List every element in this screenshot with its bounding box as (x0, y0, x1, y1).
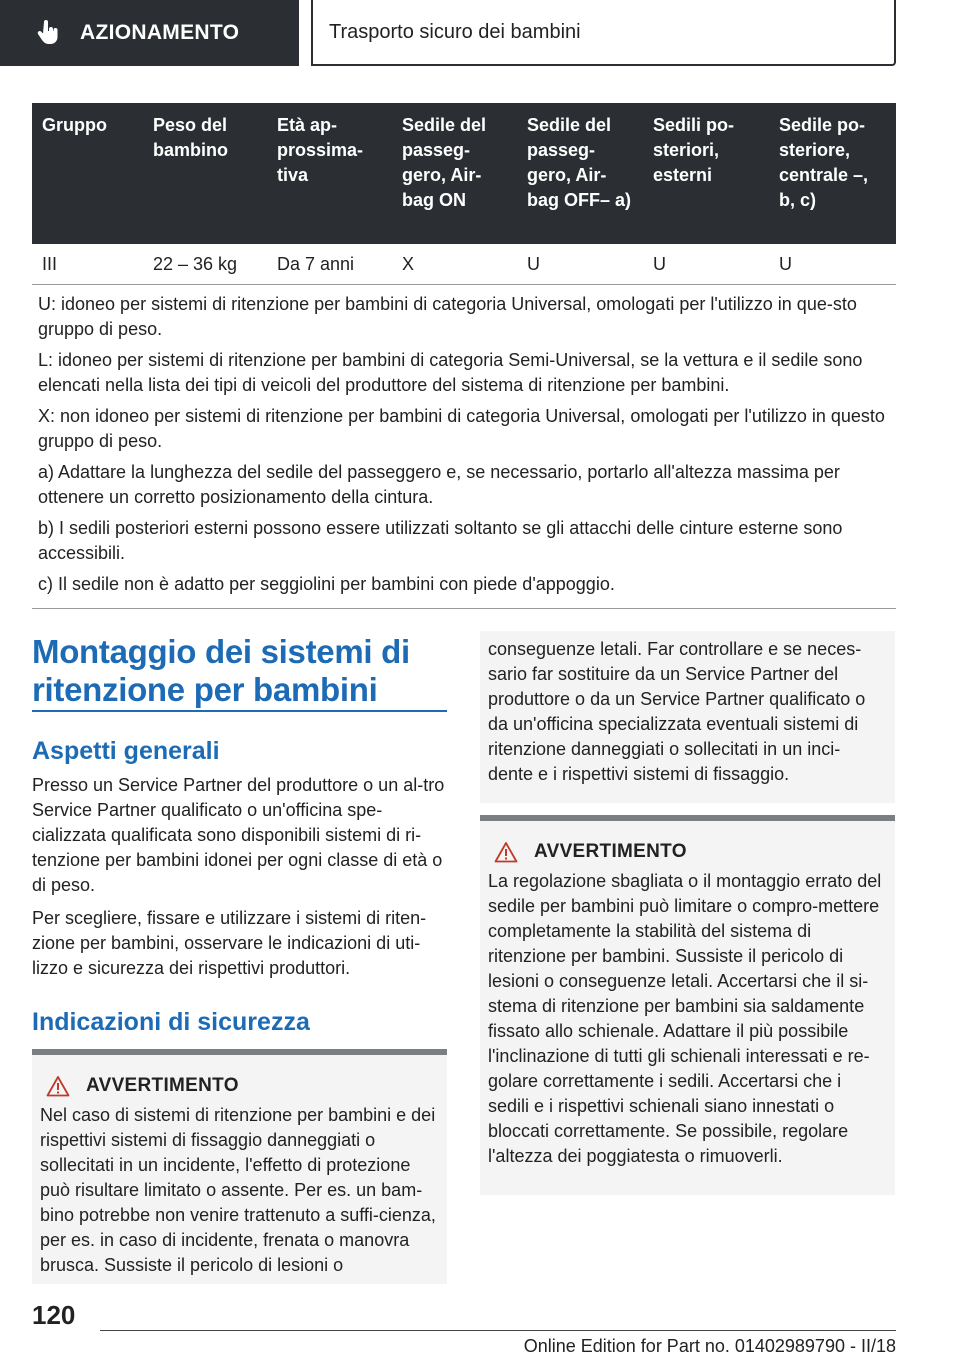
warning-triangle-icon (494, 841, 518, 863)
table-header-cell: Età ap-prossima-tiva (267, 103, 392, 244)
section-heading: Montaggio dei sistemi di ritenzione per bambini (32, 633, 410, 708)
subheading-safety: Indicazioni di sicurezza (32, 1008, 310, 1036)
warning-box-1 (32, 1049, 447, 1284)
table-header-cell: Sedile del passeg-gero, Air-bag OFF– a) (517, 103, 643, 244)
chapter-title (311, 0, 896, 66)
table-cell: U (643, 244, 769, 285)
table-header-row (32, 103, 896, 244)
table-cell: III (32, 244, 143, 285)
table-header-cell: Sedile po-steriore, centrale –, b, c) (769, 103, 896, 244)
table-header-cell: Gruppo (32, 103, 143, 244)
table-note: c) Il sedile non è adatto per seggiolini per bambini con piede d'appoggio. (38, 574, 615, 594)
hand-pointer-icon (36, 20, 62, 46)
table-note: U: idoneo per sistemi di ritenzione per bambini di categoria Universal, omologati per l'utilizzo in que-sto gruppo di peso. (38, 294, 857, 339)
warning-title (46, 1075, 437, 1097)
heading-divider (32, 710, 447, 712)
table-cell: X (392, 244, 517, 285)
footer-divider (100, 1330, 896, 1331)
section-label: AZIONAMENTO (80, 21, 240, 44)
subheading-general: Aspetti generali (32, 737, 220, 765)
table-cell: Da 7 anni (267, 244, 392, 285)
warning-body: conseguenze letali. Far controllare e se neces-sario far sostituire da un Service Partner del produttore o da un Service Partner qualificato o da un'officina specializzata eventuali sistemi di ritenzione danneggiati o sollecitati in un inci-dente e i rispettivi sistemi di fissaggio. (488, 639, 866, 784)
table-note: L: idoneo per sistemi di ritenzione per bambini di categoria Semi-Universal, se la vettura e il sedile sono elencati nella lista dei tipi di veicoli del produttore del sistema di ritenzione per bambini. (38, 350, 863, 395)
table-header-cell: Peso del bambino (143, 103, 267, 244)
warning-body: Nel caso di sistemi di ritenzione per bambini e dei rispettivi sistemi di fissaggio danneggiati o sollecitati in un incidente, l'effetto di protezione può risultare limitato o assente. Per es. un bam-bino potrebbe non venire trattenuto a suffi-cienza, per es. in caso di incidente, frenata o manovra brusca. Sussiste il pericolo di lesioni o (40, 1105, 436, 1275)
footer-edition: Online Edition for Part no. 01402989790 - II/18 (523, 1336, 896, 1356)
section-tab (0, 0, 299, 66)
warning-title-text: AVVERTIMENTO (86, 1075, 239, 1096)
warning-body: La regolazione sbagliata o il montaggio errato del sedile per bambini può limitare o compro-mettere completamente la stabilità del sistema di ritenzione per bambini. Sussiste il pericolo di lesioni o conseguenze letali. Accertarsi che il si-stema di ritenzione per bambini sia saldamente fissato allo schienale. Adattare il più possibile l'inclinazione di tutti gli schienali interessati e re-golare correttamente i sedili. Accertarsi che i sedili e i rispettivi schienali siano innestati o bloccati correttamente. Se possibile, regolare l'altezza dei poggiatesta o rimuoverli. (488, 871, 882, 1166)
table-notes (32, 285, 896, 609)
chapter-title-text: Trasporto sicuro dei bambini (329, 20, 581, 43)
warning-box-1-continued (480, 631, 895, 803)
warning-title-text: AVVERTIMENTO (534, 841, 687, 862)
warning-box-2 (480, 815, 895, 1195)
warning-title (494, 841, 885, 863)
warning-triangle-icon (46, 1075, 70, 1097)
table-cell: U (517, 244, 643, 285)
table-note: b) I sedili posteriori esterni possono essere utilizzati soltanto se gli attacchi delle cinture esterne sono accessibili. (38, 518, 843, 563)
table-header-cell: Sedile del passeg-gero, Air-bag ON (392, 103, 517, 244)
child-seat-table (32, 103, 896, 285)
table-cell: 22 – 36 kg (143, 244, 267, 285)
paragraph-usage: Per scegliere, fissare e utilizzare i sistemi di riten-zione per bambini, osservare le indicazioni di uti-lizzo e sicurezza dei rispettivi produttori. (32, 908, 427, 978)
page-number: 120 (32, 1300, 76, 1330)
table-note: a) Adattare la lunghezza del sedile del passeggero e, se necessario, portarlo all'altezza massima per ottenere un corretto posizionamento della cintura. (38, 462, 840, 507)
table-cell: U (769, 244, 896, 285)
table-note: X: non idoneo per sistemi di ritenzione per bambini di categoria Universal, omologati per l'utilizzo in questo gruppo di peso. (38, 406, 885, 451)
paragraph-general: Presso un Service Partner del produttore o un al-tro Service Partner qualificato o un'officina spe-cializzata qualificata sono disponibili sistemi di ri-tenzione per bambini idonei per ogni classe di età o di peso. (32, 775, 445, 895)
table-header-cell: Sedili po-steriori, esterni (643, 103, 769, 244)
table-row (32, 244, 896, 285)
